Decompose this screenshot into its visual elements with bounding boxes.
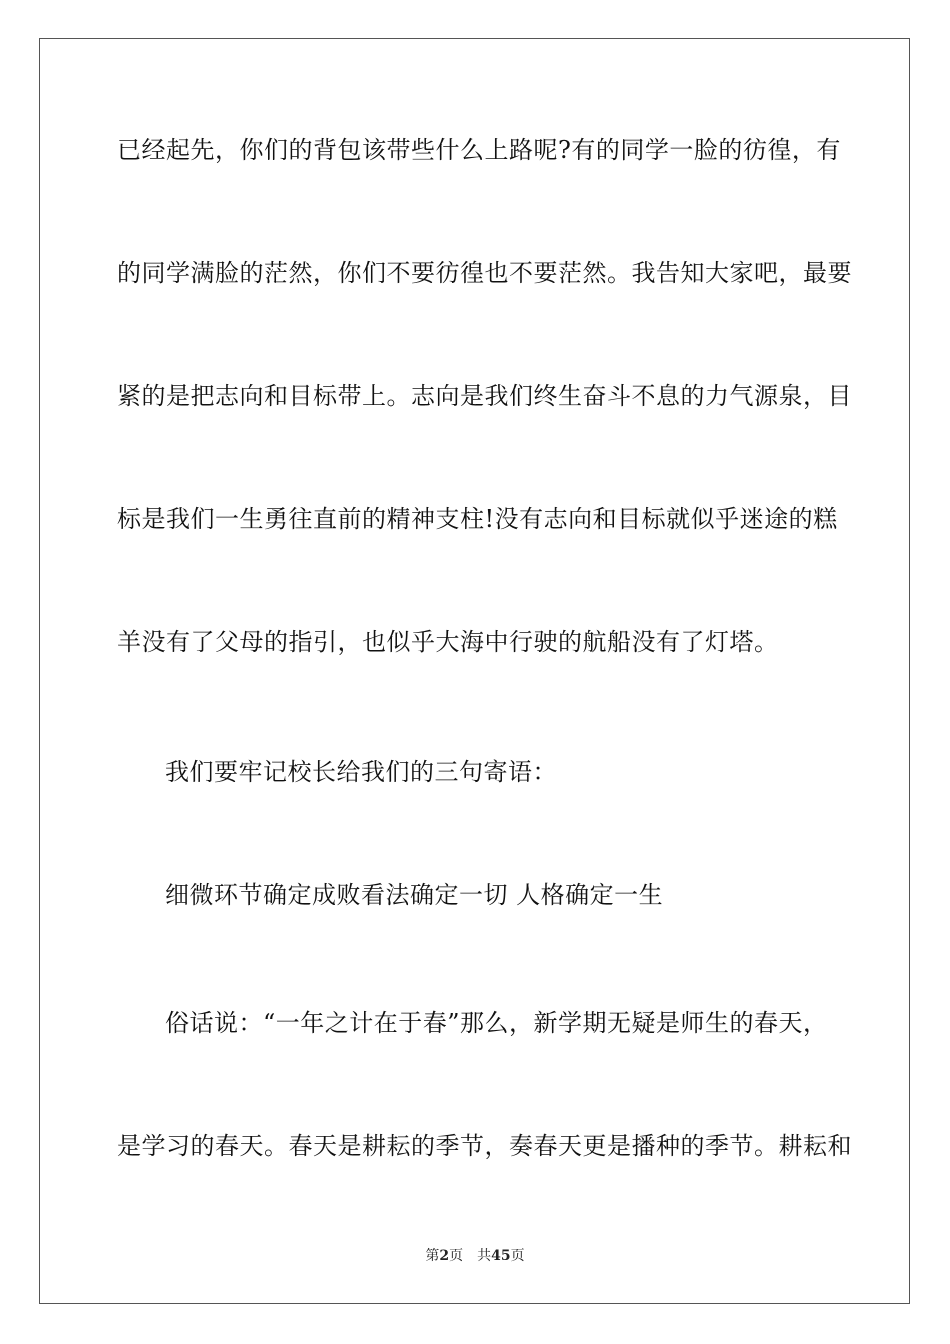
- paragraph-line-5: 羊没有了父母的指引，也似乎大海中行驶的航船没有了灯塔。: [117, 628, 779, 656]
- total-suffix: 页: [510, 1248, 525, 1264]
- paragraph-line-4: 标是我们一生勇往直前的精神支柱!没有志向和目标就似乎迷途的糕: [117, 505, 838, 533]
- paragraph-line-3: 紧的是把志向和目标带上。志向是我们终生奋斗不息的力气源泉，目: [117, 382, 852, 410]
- paragraph-line-2: 的同学满脸的茫然，你们不要彷徨也不要茫然。我告知大家吧，最要: [117, 259, 852, 287]
- paragraph-line-8: 俗话说：“一年之计在于春”那么，新学期无疑是师生的春天，: [165, 1009, 828, 1037]
- current-page-number: 2: [439, 1248, 450, 1264]
- paragraph-line-9: 是学习的春天。春天是耕耘的季节，奏春天更是播种的季节。耕耘和: [117, 1132, 852, 1160]
- total-prefix: 共: [477, 1248, 492, 1264]
- page-footer: [0, 1247, 950, 1265]
- page-suffix: 页: [449, 1248, 464, 1264]
- paragraph-line-7: 细微环节确定成败看法确定一切 人格确定一生: [165, 881, 664, 909]
- paragraph-line-1: 已经起先，你们的背包该带些什么上路呢?有的同学一脸的彷徨，有: [117, 136, 841, 164]
- page-prefix: 第: [425, 1248, 440, 1264]
- total-page-count: 45: [491, 1248, 511, 1264]
- page-border: [39, 38, 910, 1304]
- paragraph-line-6: 我们要牢记校长给我们的三句寄语：: [165, 758, 557, 786]
